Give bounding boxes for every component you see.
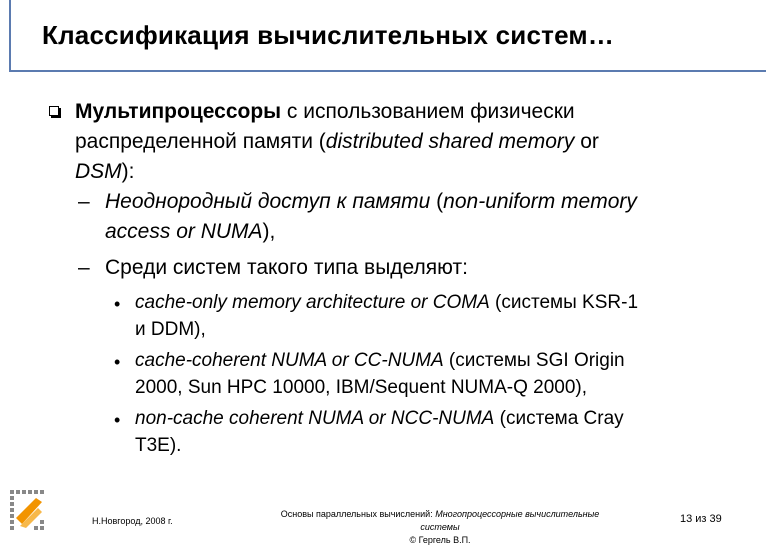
sub-italic: Неоднородный доступ к памяти bbox=[105, 190, 431, 213]
item-italic: DSM bbox=[75, 160, 122, 183]
footer-text: Основы параллельных вычислений: bbox=[280, 509, 436, 519]
bullet-cc-numa bbox=[135, 347, 735, 401]
footer-location: Н.Новгород, 2008 г. bbox=[92, 516, 173, 526]
bullet-italic: cache-coherent NUMA or CC-NUMA bbox=[135, 350, 444, 371]
item-multiprocessors bbox=[75, 97, 735, 187]
item-text: or bbox=[574, 130, 599, 153]
item-text: с использованием физически bbox=[281, 100, 575, 123]
university-logo-icon bbox=[8, 488, 48, 534]
bullet-text: T3E). bbox=[135, 435, 182, 456]
bullet-text: (системы KSR-1 bbox=[489, 292, 639, 313]
dash-bullet: – bbox=[78, 256, 90, 279]
sub-text: ( bbox=[430, 190, 444, 213]
page-number: 13 из 39 bbox=[680, 513, 722, 525]
footer-author: © Гергель В.П. bbox=[409, 535, 471, 545]
sub-item-numa bbox=[105, 187, 745, 247]
dot-bullet: • bbox=[114, 410, 121, 430]
sub-text: ), bbox=[262, 220, 276, 243]
dot-bullet: • bbox=[114, 352, 121, 372]
sub-item-types: Среди систем такого типа выделяют: bbox=[105, 256, 468, 279]
item-text: распределенной памяти ( bbox=[75, 130, 326, 153]
bullet-text: 2000, Sun HPC 10000, IBM/Sequent NUMA-Q 2000), bbox=[135, 377, 588, 398]
dash-bullet: – bbox=[78, 190, 90, 213]
bullet-italic: non-cache coherent NUMA or NCC-NUMA bbox=[135, 408, 495, 429]
bullet-text: и DDM), bbox=[135, 319, 206, 340]
item-bold-term: Мультипроцессоры bbox=[75, 100, 282, 123]
dot-bullet: • bbox=[114, 294, 121, 314]
footer-italic: Многопроцессорные вычислительные bbox=[435, 509, 600, 519]
bullet-italic: cache-only memory architecture or COMA bbox=[135, 292, 490, 313]
item-text: ): bbox=[121, 160, 135, 183]
bullet-ncc-numa bbox=[135, 405, 735, 459]
footer-course bbox=[250, 508, 630, 547]
bullet-coma bbox=[135, 289, 735, 343]
item-italic: distributed shared memory bbox=[325, 130, 575, 153]
checkbox-bullet-icon bbox=[49, 106, 59, 116]
footer-italic: системы bbox=[420, 522, 460, 532]
slide-title: Классификация вычислительных систем… bbox=[42, 20, 615, 50]
bullet-text: (система Cray bbox=[494, 408, 624, 429]
sub-italic: non-uniform memory bbox=[443, 190, 637, 213]
sub-italic: access or NUMA bbox=[105, 220, 263, 243]
bullet-text: (системы SGI Origin bbox=[443, 350, 625, 371]
